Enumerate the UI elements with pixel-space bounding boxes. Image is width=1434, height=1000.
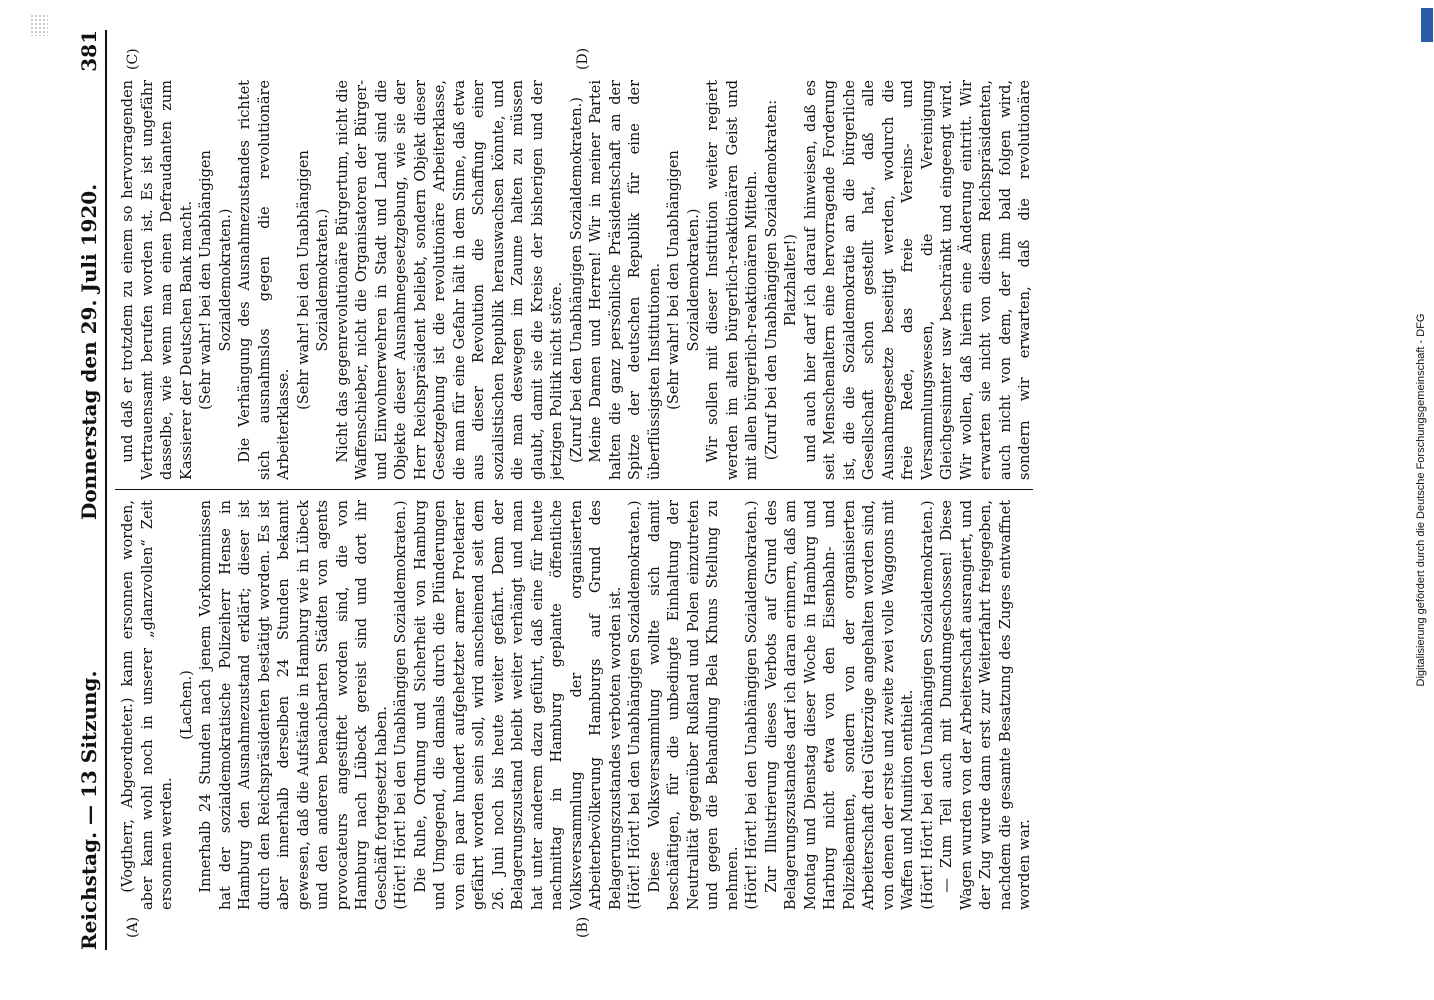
paragraph: Meine Damen und Herren! Wir in meiner Partei halten die ganz persönliche Präsidentschaft an der Spitze der deutschen Republik für eine der überflüssigsten Institutionen.	[588, 80, 663, 480]
rotated-page-stage	[55, 0, 1055, 1000]
interjection: Platzhalter!)	[783, 234, 799, 326]
paragraph: Die Verhängung des Ausnahmezustandes richtet sich ausnahmslos gegen die revolutionäre Arbeiterklasse.	[237, 80, 292, 480]
interjection: (Lachen.)	[178, 670, 195, 740]
paragraph: — Zum Teil auch mit Dumdumgeschossen! Diese Wagen wurden von der Arbeiterschaft ausrangiert, und der Zug wurde dann erst zur Weiterfahrt freigegeben, nachdem die gesamte Besatzung des Zuges entwaffnet worden war.	[939, 500, 1033, 910]
interjection: (Hört! Hört! bei den Unabhängigen Sozialdemokraten.)	[627, 500, 643, 910]
interjection: (Zuruf bei den Unabhängigen Sozialdemokraten:	[763, 99, 780, 461]
paragraph: Diese Volksversammlung wollte sich damit beschäftigen, für die unbedingte Einhaltung der Neutralität gegenüber Rußland und Polen einzutreten und gegen die Behandlung Bela Khuns Stellung zu nehmen.	[646, 500, 741, 910]
digitization-credit	[1408, 0, 1434, 1000]
interjection: (Hört! Hört! bei den Unabhängigen Sozialdemokraten.)	[919, 500, 936, 910]
paragraph: Die Ruhe, Ordnung und Sicherheit von Hamburg und Umgegend, die damals durch die Plünderungen von ein paar hundert aufgehetzter armer Proletarier gefährt worden sein soll, wird anscheinend seit dem 26. Juni noch bis heute weiter gefährt. Denn der Belagerungszustand bleibt weiter verhängt und man hat unter anderem dazu geführt, daß eine für heute nachmittag in Hamburg geplante öffentliche Volksversammlung der organisierten Arbeiterbevölkerung Hamburgs auf Grund des Belagerungszustandes verboten worden ist.	[412, 500, 624, 910]
margin-mark-d: (D)	[575, 47, 591, 70]
scan-artifact	[30, 14, 48, 36]
right-column	[119, 80, 1035, 480]
column-divider	[115, 489, 1033, 490]
running-header	[69, 30, 107, 950]
paragraph: Wir sollen mit dieser Institution weiter regiert werden im alten bürgerlich-reaktionären Geist und mit allen bürgerlich-reaktionären Mitteln.	[705, 80, 760, 480]
interjection: (Hört! Hört! bei den Unabhängigen Sozialdemokraten.)	[744, 500, 760, 910]
paragraph: Innerhalb 24 Stunden nach jenem Vorkommnissen hat der sozialdemokratische Polizeiherr Hense in Hamburg den Ausnahmezustand erklärt; dieser ist durch den Reichspräsidenten bestätigt worden. Es ist aber innerhalb derselben 24 Stunden bekannt gewesen, daß die Aufstände in Hamburg wie in Lübeck und den anderen benachbarten Städten von agents provocateurs angestiftet worden sind, die von Hamburg nach Lübeck gereist sind und dort ihr Geschäft fortgesetzt haben.	[198, 500, 390, 910]
left-column	[119, 500, 1035, 910]
interjection: (Sehr wahr! bei den Unabhängigen Sozialdemokraten.)	[295, 150, 331, 410]
document-page	[55, 0, 1055, 1000]
header-session: Reichstag. — 13 Sitzung.	[77, 670, 101, 950]
paragraph: Nicht das gegenrevolutionäre Bürgertum, nicht die Waffenschieber, nicht die Organisatoren der Bürger- und Einwohnerwehren in Stadt und Land sind die Objekte dieser Ausnahmegesetzgebung, wie sie der Herr Reichspräsident beliebt, sondern Objekt dieser Gesetzgebung ist die revolutionäre Arbeiterklasse, die man für eine Gefahr hält in dem Sinne, daß etwa aus dieser Revolution die Schaffung einer sozialistischen Republik herauswachsen könnte, und die man deswegen im Zaume halten zu müssen glaubt, damit sie die Kreise der bisherigen und der jetzigen Politik nicht störe.	[334, 80, 565, 480]
header-date: Donnerstag den 29. Juli 1920.	[77, 183, 101, 520]
paragraph: Zur Illustrierung dieses Verbots auf Grund des Belagerungszustandes darf ich daran erinnern, daß am Montag und Dienstag dieser Woche in Hamburg und Harburg nicht etwa von den Eisenbahn- und Polizeibeamten, sondern von der organisierten Arbeiterschaft drei Güterzüge angehalten worden sind, von denen der erste und zweite zwei volle Waggons mit Waffen und Munition enthielt.	[763, 500, 916, 910]
page-number: 381	[77, 30, 101, 72]
margin-mark-c: (C)	[125, 48, 141, 70]
interjection: (Zuruf bei den Unabhängigen Sozialdemokraten.)	[568, 97, 585, 463]
margin-mark-b: (B)	[575, 916, 591, 938]
interjection: (Hört! Hört! bei den Unabhängigen Sozialdemokraten.)	[393, 500, 409, 910]
interjection: (Sehr wahr! bei den Unabhängigen Sozialdemokraten.)	[198, 150, 234, 410]
margin-mark-a: (A)	[125, 916, 141, 938]
paragraph: und daß er trotzdem zu einem so hervorragenden Vertrauensamt berufen worden ist. Es ist ungefähr dasselbe, wie wenn man einen Defraudanten zum Kassierer der Deutschen Bank macht.	[120, 80, 195, 480]
paragraph: (Vogtherr, Abgeordneter.) kann ersonnen worden, aber kann wohl noch in unserer „glanzvollen“ Zeit ersonnen werden.	[120, 500, 175, 910]
interjection: (Sehr wahr! bei den Unabhängigen Sozialdemokraten.)	[666, 150, 702, 410]
paragraph: und auch hier darf ich darauf hinweisen, daß es seit Menschenaltern eine hervorragende Forderung ist, die die Sozialdemokratie an die bürgerliche Gesellschaft schon gestellt hat, daß alle Ausnahmegesetze beseitigt werden, wodurch die freie Rede, das freie Vereins- und Versammlungswesen, die Vereinigung Gleichgesinnter usw beschränkt und eingeengt wird. Wir wollen, daß hierin eine Änderung eintritt. Wir erwarten sie nicht von diesem Reichspräsidenten, auch nicht von dem, der ihm bald folgen wird, sondern wir erwarten, daß die revolutionäre	[802, 80, 1033, 480]
digitization-credit-text: Digitalisierung gefördert durch die Deutsche Forschungsgemeinschaft - DFG	[1415, 313, 1427, 687]
